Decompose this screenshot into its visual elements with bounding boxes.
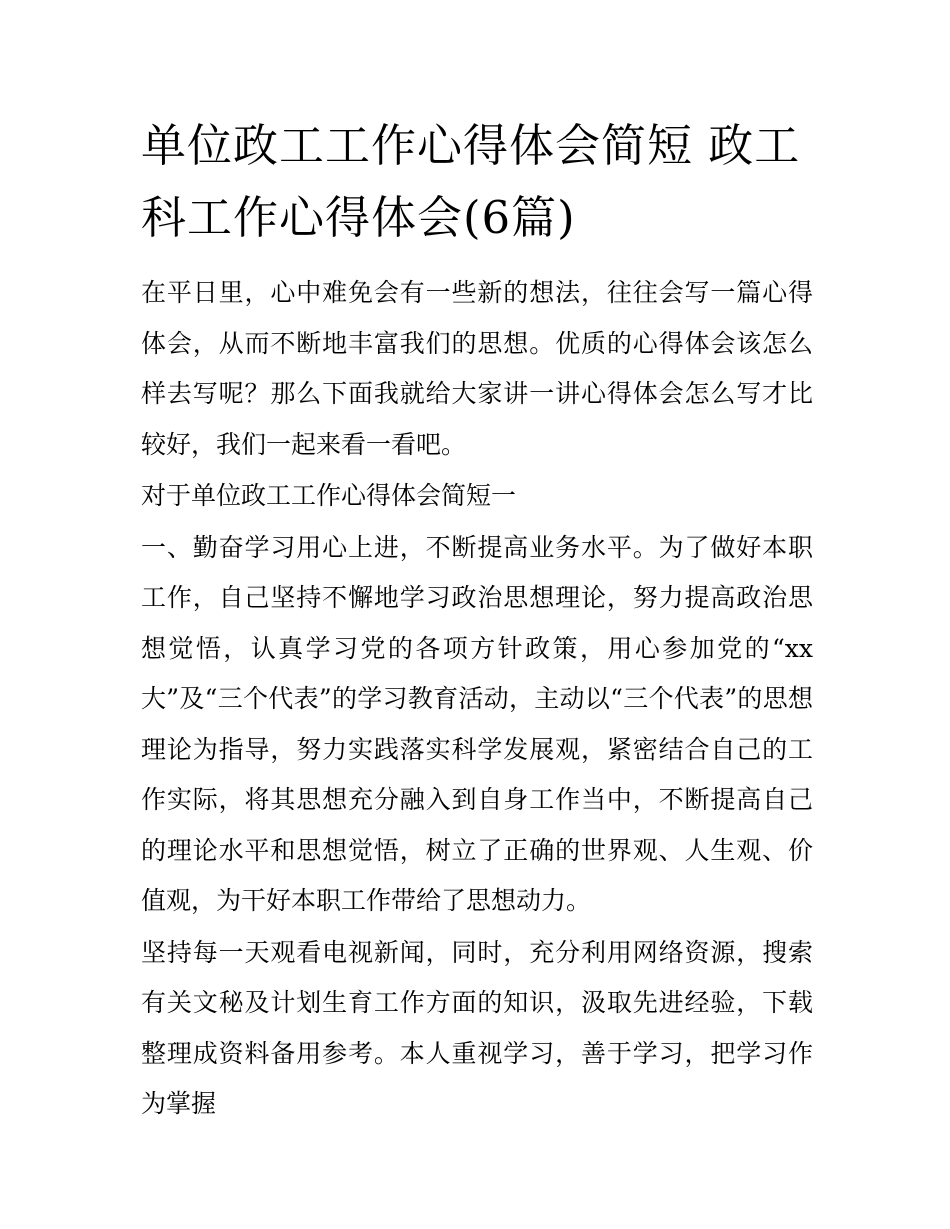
section-heading: 对于单位政工工作心得体会简短一 xyxy=(141,481,517,510)
document-page xyxy=(141,110,813,1130)
document-title: 单位政工工作心得体会简短 政工科工作心得体会(6篇) xyxy=(141,119,801,244)
body-paragraph: 一、勤奋学习用心上进，不断提高业务水平。为了做好本职工作，自己坚持不懈地学习政治思想理论，努力提高政治思想觉悟，认真学习党的各项方针政策，用心参加党的“xx大”及“三个代表”的学习教育活动，主动以“三个代表”的思想理论为指导，努力实践落实科学发展观，紧密结合自己的工作实际，将其思想充分融入到自身工作当中，不断提高自己的理论水平和思想觉悟，树立了正确的世界观、人生观、价值观，为干好本职工作带给了思想动力。 xyxy=(141,532,813,915)
intro-paragraph: 在平日里，心中难免会有一些新的想法，往往会写一篇心得体会，从而不断地丰富我们的思想。优质的心得体会该怎么样去写呢？那么下面我就给大家讲一讲心得体会怎么写才比较好，我们一起来看一看吧。 xyxy=(141,278,813,459)
body-paragraph: 坚持每一天观看电视新闻，同时，充分利用网络资源，搜索有关文秘及计划生育工作方面的知识，汲取先进经验，下载整理成资料备用参考。本人重视学习，善于学习，把学习作为掌握 xyxy=(141,937,813,1118)
